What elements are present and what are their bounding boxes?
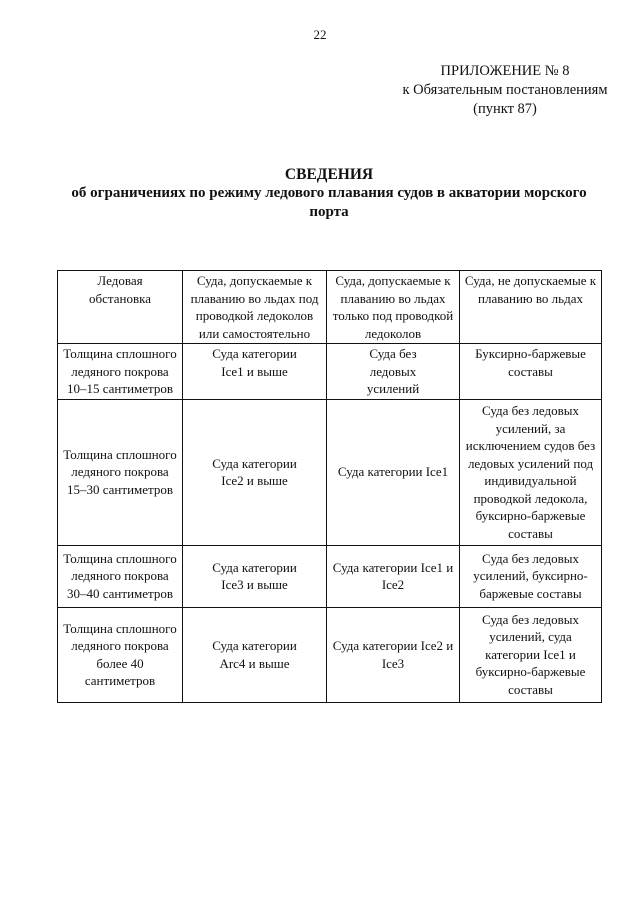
- cell-not-allowed: Суда без ледовых усилений, суда категории Ice1 и буксирно-баржевые составы: [460, 607, 602, 702]
- table-row: [58, 607, 602, 702]
- cell-ice-conditions: Толщина сплошного ледяного покрова более 40 сантиметров: [58, 607, 183, 702]
- appendix-clause: (пункт 87): [473, 101, 537, 117]
- cell-allowed-escort-or-independent: Суда категории Arc4 и выше: [183, 607, 327, 702]
- cell-ice-conditions: Толщина сплошного ледяного покрова 10–15 сантиметров: [58, 344, 183, 400]
- document-subtitle-line1: об ограничениях по режиму ледового плавания судов в акватории морского: [71, 185, 587, 201]
- cell-ice-conditions: Толщина сплошного ледяного покрова 15–30 сантиметров: [58, 399, 183, 545]
- cell-allowed-escort-only: Суда категории Ice1: [327, 399, 460, 545]
- appendix-reference: к Обязательным постановлениям: [402, 82, 608, 98]
- document-title: СВЕДЕНИЯ: [284, 166, 374, 183]
- table-row: [58, 344, 602, 400]
- cell-not-allowed: Суда без ледовых усилений, за исключением судов без ледовых усилений под индивидуальной проводкой ледокола, буксирно-баржевые составы: [460, 399, 602, 545]
- table-row: [58, 399, 602, 545]
- appendix-title: ПРИЛОЖЕНИЕ № 8: [440, 63, 570, 79]
- header-ice-conditions: Ледовая обстановка: [58, 271, 183, 344]
- ice-restrictions-table: [57, 270, 602, 703]
- cell-ice-conditions: Толщина сплошного ледяного покрова 30–40 сантиметров: [58, 545, 183, 607]
- header-allowed-escort-only: Суда, допускаемые к плаванию во льдах только под проводкой ледоколов: [327, 271, 460, 344]
- cell-allowed-escort-only: Суда категории Ice2 и Ice3: [327, 607, 460, 702]
- header-not-allowed: Суда, не допускаемые к плаванию во льдах: [460, 271, 602, 344]
- document-heading: [40, 165, 618, 222]
- cell-not-allowed: Суда без ледовых усилений, буксирно-баржевые составы: [460, 545, 602, 607]
- document-subtitle-line2: порта: [309, 204, 349, 220]
- cell-not-allowed: Буксирно-баржевые составы: [460, 344, 602, 400]
- header-allowed-escort-or-independent: Суда, допускаемые к плаванию во льдах под проводкой ледоколов или самостоятельно: [183, 271, 327, 344]
- table-header-row: [58, 271, 602, 344]
- table-row: [58, 545, 602, 607]
- page-number: 22: [313, 27, 327, 42]
- cell-allowed-escort-or-independent: Суда категории Ice2 и выше: [183, 399, 327, 545]
- cell-allowed-escort-or-independent: Суда категории Ice3 и выше: [183, 545, 327, 607]
- cell-allowed-escort-only: Суда категории Ice1 и Ice2: [327, 545, 460, 607]
- appendix-block: [392, 62, 618, 119]
- cell-allowed-escort-only: Суда без ледовых усилений: [327, 344, 460, 400]
- cell-allowed-escort-or-independent: Суда категории Ice1 и выше: [183, 344, 327, 400]
